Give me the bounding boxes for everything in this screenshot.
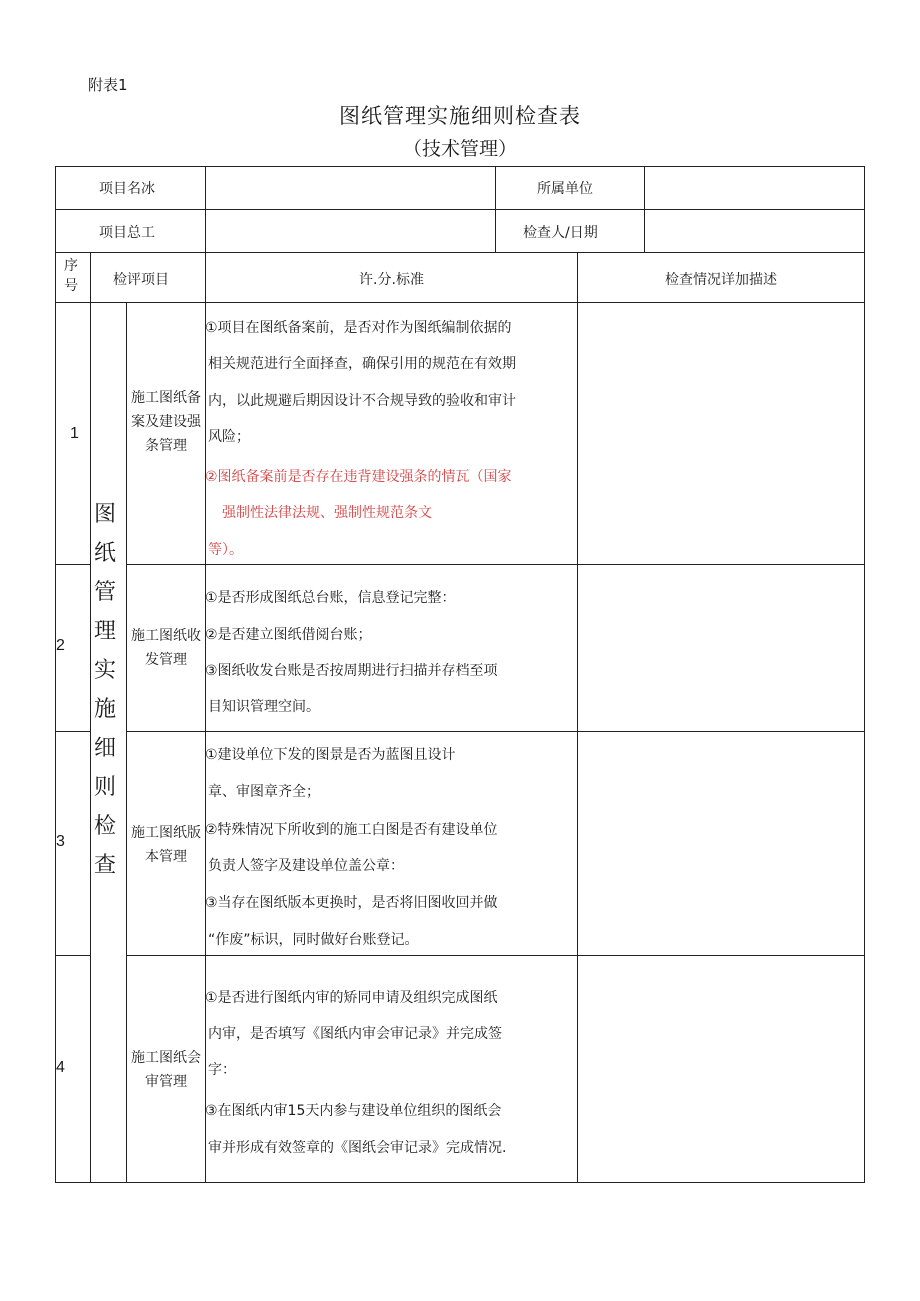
criteria-line: 负责人签字及建设单位盖公章： (208, 858, 404, 874)
criteria-line: ②特殊情况下所收到的施工白图是否有建设单位 (205, 822, 498, 838)
table-rule (55, 955, 90, 956)
criteria-line: ③图纸收发台账是否按周期进行扫描并存档至项 (205, 663, 498, 679)
criteria-line: ①是否进行图纸内审的矫同申请及组织完成图纸 (205, 990, 498, 1006)
criteria-line: 章、审图章齐全； (208, 784, 320, 800)
table-rule (864, 166, 865, 1183)
row-item: 施工图纸会审管理 (131, 1050, 201, 1090)
criteria-line: “作废”标识，同时做好台账登记。 (208, 932, 419, 948)
table-rule (205, 252, 206, 1183)
criteria-line: ①项目在图纸备案前，是否对作为图纸编制依据的 (205, 320, 512, 336)
table-rule (55, 731, 90, 732)
project-name-value[interactable] (215, 178, 485, 198)
criteria-line: ②是否建立图纸借阅台账； (205, 627, 372, 643)
unit-label: 所属单位 (537, 181, 593, 197)
row-number: 2 (56, 637, 65, 654)
row-detail[interactable] (585, 966, 855, 1171)
table-rule (126, 302, 127, 1183)
table-rule (55, 302, 865, 303)
criteria-line: 字： (208, 1062, 236, 1078)
table-rule (577, 252, 578, 1183)
table-rule (495, 166, 496, 252)
table-rule (55, 564, 90, 565)
table-rule (55, 252, 865, 253)
criteria-line: ③当存在图纸版本更换时，是否将旧图收回并做 (205, 895, 498, 911)
row-item: 施工图纸版本管理 (131, 825, 201, 865)
table-rule (55, 1182, 865, 1183)
col-header-seq: 序号 (64, 258, 78, 294)
row-number: 1 (70, 425, 79, 442)
inspector-date-value[interactable] (653, 222, 853, 242)
inspector-date-label: 检查人/日期 (523, 225, 598, 241)
table-rule (55, 209, 865, 210)
project-name-label: 项目名冰 (99, 181, 155, 197)
page-title: 图纸管理实施细则检查表 (339, 104, 581, 128)
criteria-line-highlighted: 强制性法律法规、强制性规范条文 (222, 505, 432, 521)
criteria-line: ①建设单位下发的图景是否为蓝图且设计 (205, 747, 456, 763)
row-detail[interactable] (585, 312, 855, 552)
col-header-item: 检评项目 (113, 272, 169, 288)
criteria-line: ①是否形成图纸总台账，信息登记完整： (205, 590, 456, 606)
criteria-line: ③在图纸内审15天内参与建设单位组织的图纸会 (205, 1103, 502, 1119)
table-rule (55, 166, 865, 167)
table-rule (126, 731, 865, 732)
table-rule (644, 166, 645, 252)
appendix-label: 附表1 (88, 76, 128, 94)
criteria-line-highlighted: ②图纸备案前是否存在违背建设强条的情瓦（国家 (205, 469, 512, 485)
row-number: 3 (56, 833, 65, 850)
chief-engineer-label: 项目总工 (99, 225, 155, 241)
criteria-line: 目知识管理空间。 (208, 699, 320, 715)
criteria-line: 内，以此规避后期因设计不合规导致的验收和审计 (208, 393, 516, 409)
row-detail[interactable] (585, 741, 855, 946)
page-subtitle: （技术管理） (402, 138, 517, 160)
inspection-table (55, 166, 865, 1183)
col-header-criteria: 许.分.标准 (359, 272, 424, 288)
table-rule (205, 166, 206, 252)
row-number: 4 (56, 1059, 65, 1076)
row-item: 施工图纸收发管理 (131, 628, 201, 668)
criteria-line: 内审，是否填写《图纸内审会审记录》并完成签 (208, 1026, 502, 1042)
unit-value[interactable] (653, 178, 853, 198)
criteria-line: 风险； (208, 429, 250, 445)
criteria-line-highlighted: 等）。 (208, 542, 243, 558)
col-header-detail: 检查情况详加描述 (665, 272, 777, 288)
row-detail[interactable] (585, 574, 855, 724)
criteria-line: 相关规范进行全面择查，确保引用的规范在有效期 (208, 356, 516, 372)
category-label: 图纸管理实施细则检查 (93, 502, 116, 878)
chief-engineer-value[interactable] (215, 222, 485, 242)
criteria-line: 审并形成有效签章的《图纸会审记录》完成情况. (208, 1140, 507, 1156)
row-item: 施工图纸备案及建设强条管理 (131, 390, 201, 454)
table-rule (55, 166, 56, 1183)
